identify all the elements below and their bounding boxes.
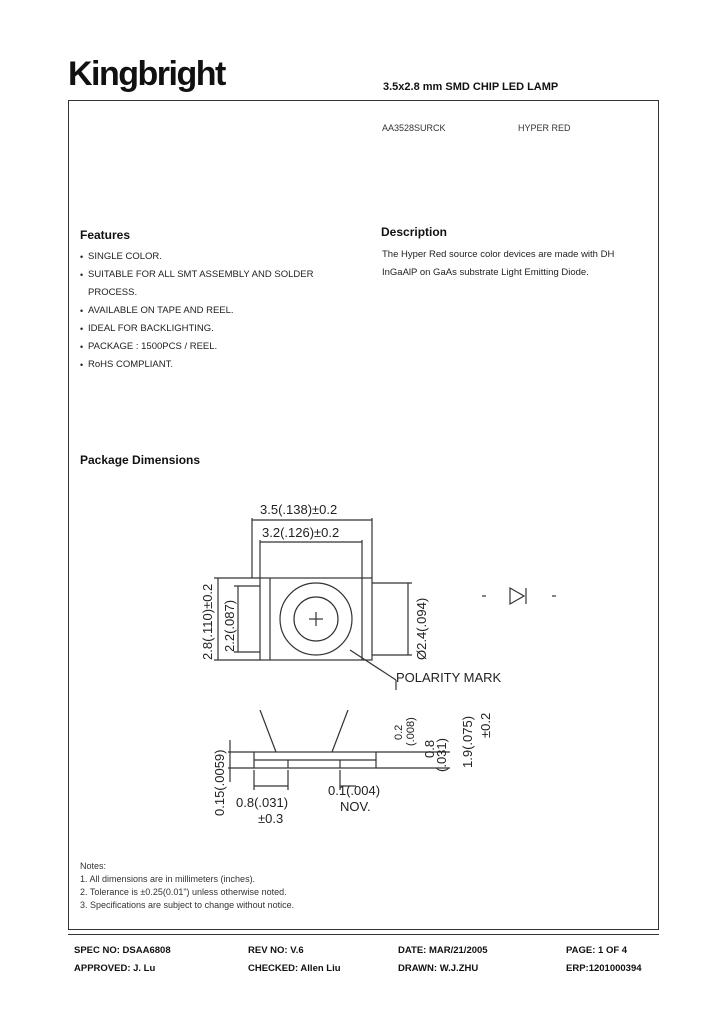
- feature-item: • RoHS COMPLIANT.: [80, 356, 350, 374]
- kingbright-logo: Kingbright: [68, 55, 225, 93]
- dim-lead-thickness: 0.15(.0059): [212, 749, 227, 816]
- notes-block: [80, 860, 480, 912]
- dim-lead-width: 0.8(.031): [236, 795, 289, 810]
- polarity-mark-label: POLARITY MARK: [396, 670, 502, 685]
- dim-width-inner: 3.2(.126)±0.2: [262, 525, 340, 540]
- dim-gap: 0.1(.004): [328, 783, 381, 798]
- feature-item: • SUITABLE FOR ALL SMT ASSEMBLY AND SOLDER PROCESS.: [80, 266, 328, 302]
- footer-approved: APPROVED: J. Lu: [74, 963, 156, 974]
- footer-page: PAGE: 1 OF 4: [566, 945, 628, 956]
- description-text: The Hyper Red source color devices are made with DH InGaAlP on GaAs substrate Light Emitting Diode.: [382, 249, 615, 278]
- note-item: 2. Tolerance is ±0.25(0.01") unless otherwise noted.: [80, 887, 287, 897]
- footer-rev-no: REV NO: V.6: [248, 945, 304, 956]
- feature-item: • SINGLE COLOR.: [80, 248, 350, 266]
- footer-divider: [68, 934, 659, 935]
- footer-erp: ERP:1201000394: [566, 963, 642, 974]
- footer-drawn: DRAWN: W.J.ZHU: [398, 963, 479, 974]
- dim-height-outer: 2.8(.110)±0.2: [200, 583, 215, 660]
- notes-title: Notes:: [80, 861, 107, 871]
- feature-item: • PACKAGE : 1500PCS / REEL.: [80, 338, 350, 356]
- dim-height-inner: 2.2(.087): [222, 599, 237, 652]
- part-number: AA3528SURCK: [382, 123, 446, 133]
- dim-side-b: 0.2: [393, 724, 405, 740]
- document-title: 3.5x2.8 mm SMD CHIP LED LAMP: [383, 81, 559, 93]
- dim-side-a: 0.8: [422, 739, 437, 758]
- features-heading: Features: [80, 228, 131, 242]
- dim-side-a2: (.031): [434, 738, 449, 772]
- package-dimensions-heading: Package Dimensions: [80, 453, 201, 467]
- dim-lead-width-tol: ±0.3: [258, 811, 284, 826]
- description-heading: Description: [381, 225, 448, 239]
- footer-spec-no: SPEC NO: DSAA6808: [74, 945, 171, 956]
- dim-lens-diameter: Ø2.4(.094): [414, 597, 429, 660]
- footer-checked: CHECKED: Allen Liu: [248, 963, 341, 974]
- package-drawing: [190, 490, 590, 830]
- footer-date: DATE: MAR/21/2005: [398, 945, 488, 956]
- dim-side-tol: ±0.2: [478, 712, 493, 738]
- emitting-color: HYPER RED: [518, 123, 571, 133]
- features-list: [80, 248, 350, 374]
- dim-gap-note: NOV.: [340, 799, 371, 814]
- dim-side-total: 1.9(.075): [460, 715, 475, 768]
- feature-item: • IDEAL FOR BACKLIGHTING.: [80, 320, 350, 338]
- note-item: 3. Specifications are subject to change without notice.: [80, 900, 295, 910]
- note-item: 1. All dimensions are in millimeters (inches).: [80, 874, 256, 884]
- dim-width-outer: 3.5(.138)±0.2: [260, 502, 338, 517]
- dim-side-b2: (.008): [405, 717, 417, 746]
- feature-item: • AVAILABLE ON TAPE AND REEL.: [80, 302, 350, 320]
